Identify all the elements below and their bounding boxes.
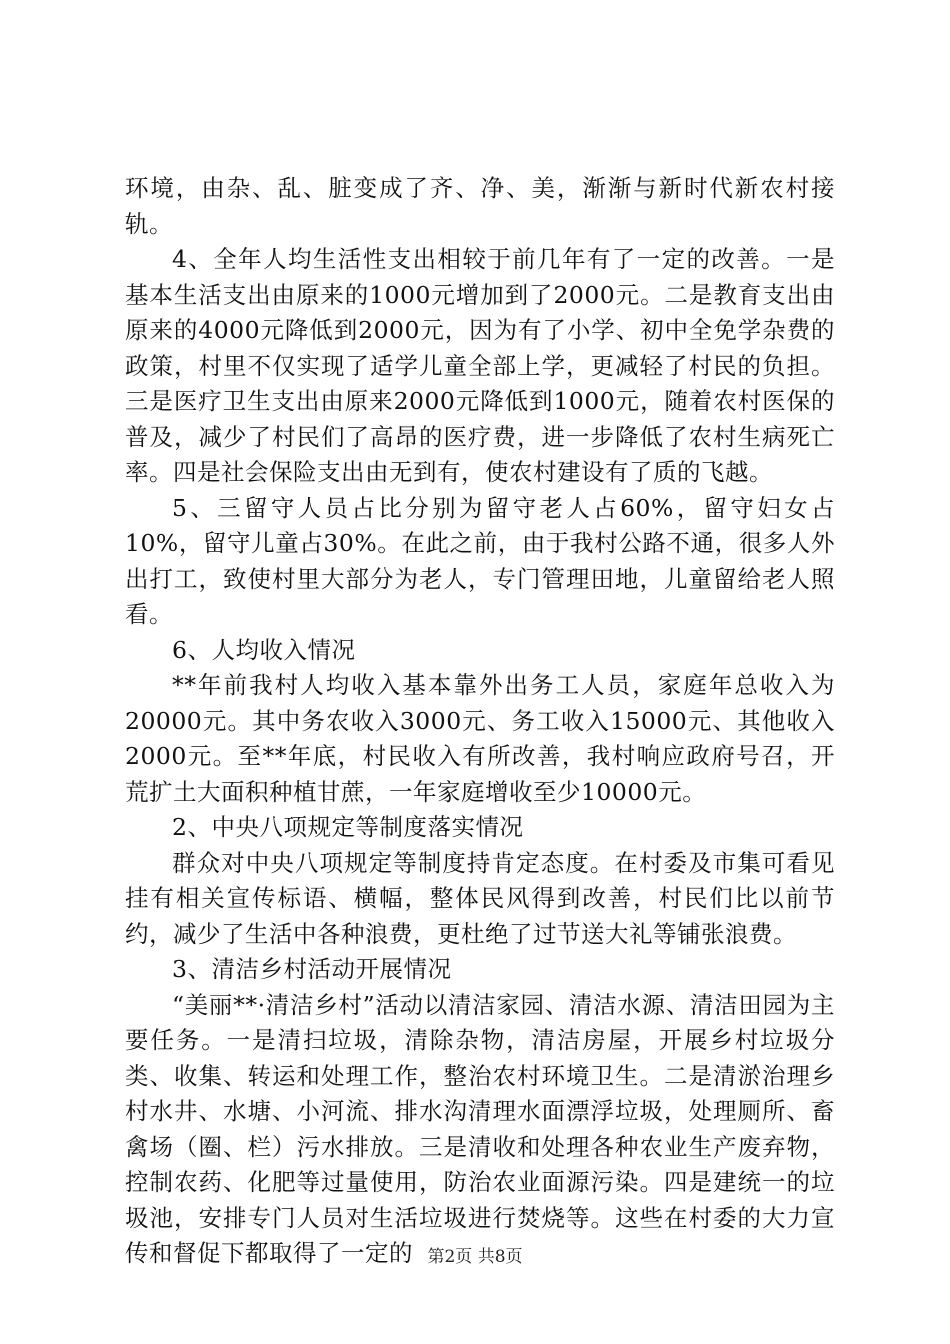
page-number-footer: 第2页 共8页	[427, 1247, 523, 1267]
paragraph-7: 群众对中央八项规定等制度持肯定态度。在村委及市集可看见挂有相关宣传标语、横幅，整体民风得到改善，村民们比以前节约，减少了生活中各种浪费，更杜绝了过节送大礼等铺张浪费。	[125, 848, 835, 948]
section-heading-income: 6、人均收入情况	[172, 635, 356, 664]
document-body	[125, 171, 835, 1272]
paragraph-3: 5、三留守人员占比分别为留守老人占60%，留守妇女占10%，留守儿童占30%。在此之前，由于我村公路不通，很多人外出打工，致使村里大部分为老人，专门管理田地，儿童留给老人照看。	[125, 493, 835, 628]
paragraph-1: 环境，由杂、乱、脏变成了齐、净、美，渐渐与新时代新农村接轨。	[125, 174, 835, 238]
section-heading-eight-rules: 2、中央八项规定等制度落实情况	[172, 813, 524, 841]
paragraph-5: **年前我村人均收入基本靠外出务工人员，家庭年总收入为20000元。其中务农收入3000元、务工收入15000元、其他收入2000元。至**年底，村民收入有所改善，我村响应政府号召，开荒扩土大面积种植甘蔗，一年家庭增收至少10000元。	[125, 671, 835, 806]
section-heading-clean-village: 3、清洁乡村活动开展情况	[172, 955, 452, 983]
paragraph-2: 4、全年人均生活性支出相较于前几年有了一定的改善。一是基本生活支出由原来的1000元增加到了2000元。二是教育支出由原来的4000元降低到2000元，因为有了小学、初中全免学杂费的政策，村里不仅实现了适学儿童全部上学，更减轻了村民的负担。三是医疗卫生支出由原来2000元降低到1000元，随着农村医保的普及，减少了村民们了高昂的医疗费，进一步降低了农村生病死亡率。四是社会保险支出由无到有，使农村建设有了质的飞越。	[125, 245, 835, 486]
paragraph-9: “美丽**·清洁乡村”活动以清洁家园、清洁水源、清洁田园为主要任务。一是清扫垃圾，清除杂物，清洁房屋，开展乡村垃圾分类、收集、转运和处理工作，整治农村环境卫生。二是清淤治理乡村水井、水塘、小河流、排水沟清理水面漂浮垃圾，处理厕所、畜禽场（圈、栏）污水排放。三是清收和处理各种农业生产废弃物，控制农药、化肥等过量使用，防治农业面源污染。四是建统一的垃圾池，安排专门人员对生活垃圾进行焚烧等。这些在村委的大力宣传和督促下都取得了一定的	[125, 990, 835, 1267]
